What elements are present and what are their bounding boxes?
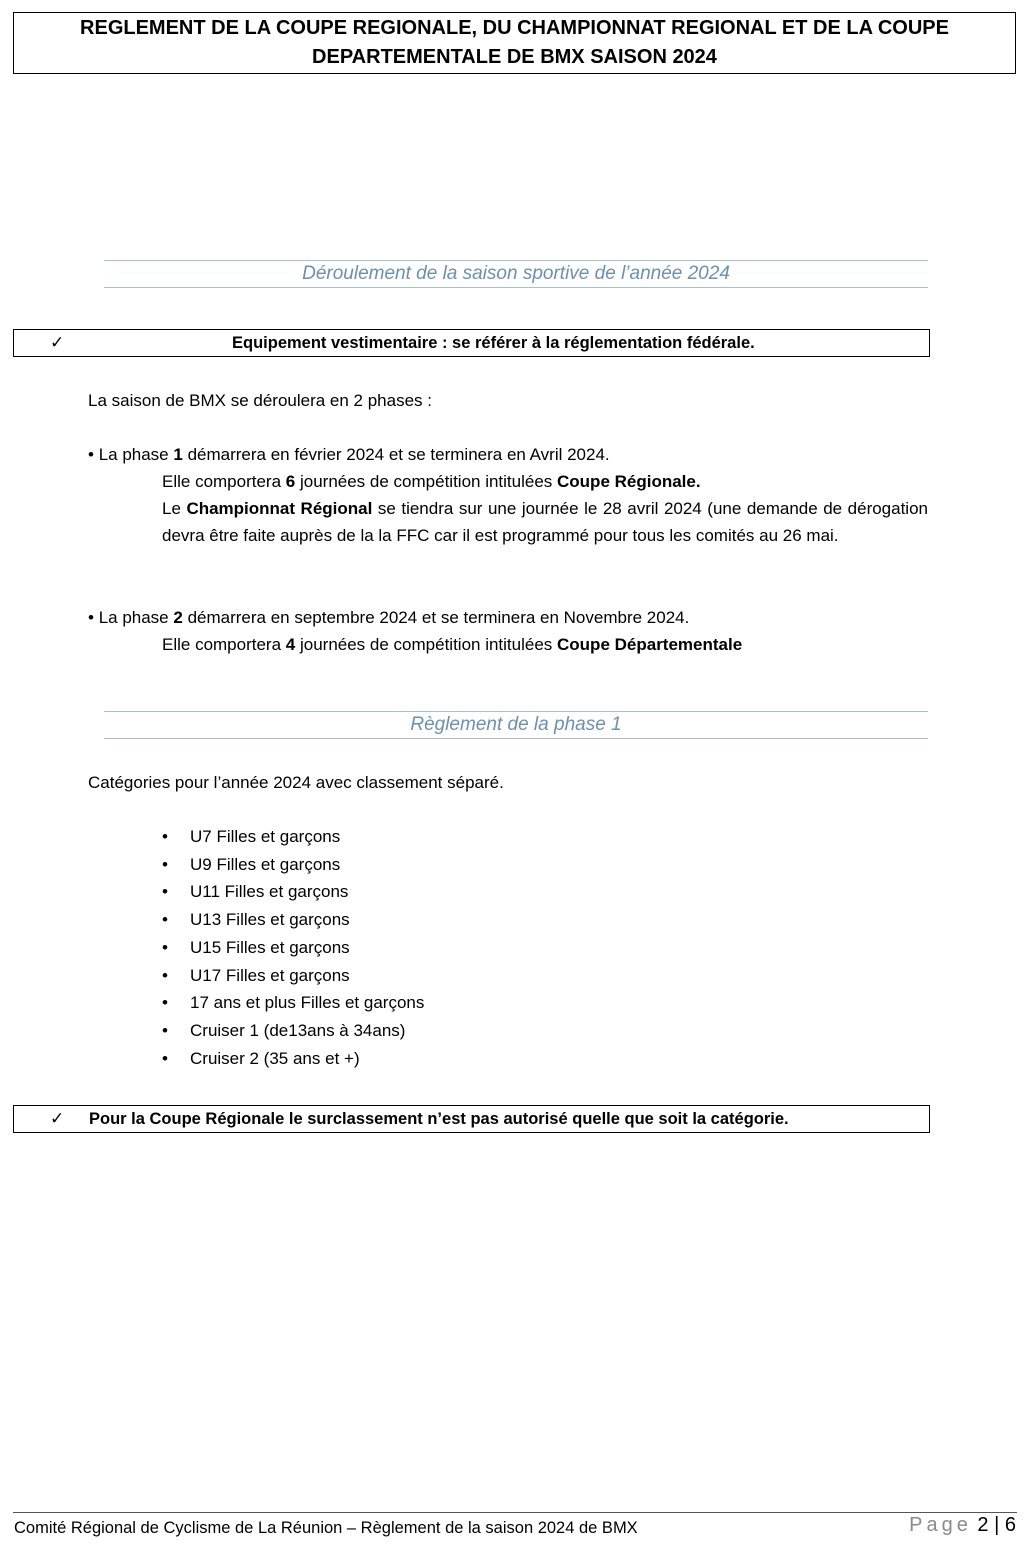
phase1-number: 1 <box>173 445 183 464</box>
section-title-phase1-rules: Règlement de la phase 1 <box>104 711 928 739</box>
categories-list <box>162 823 424 1072</box>
coupe-departementale-label: Coupe Départementale <box>557 635 743 654</box>
page-separator: | <box>994 1514 1000 1536</box>
list-item: • 17 ans et plus Filles et garçons <box>162 989 424 1017</box>
list-item: • U17 Filles et garçons <box>162 962 424 990</box>
bullet: • <box>88 608 94 627</box>
phase2-text: Elle comportera <box>162 635 286 654</box>
phase2-text: journées de compétition intitulées <box>295 635 558 654</box>
footer-text: Comité Régional de Cyclisme de La Réunion – Règlement de la saison 2024 de BMX <box>14 1519 638 1537</box>
phase1-line1 <box>88 441 610 468</box>
phase1-championship <box>162 495 928 549</box>
document-title-box <box>13 12 1016 74</box>
list-item: • U9 Filles et garçons <box>162 851 424 879</box>
page-label: Page <box>909 1514 972 1536</box>
surclassement-note-box <box>13 1105 930 1133</box>
list-item: • Cruiser 2 (35 ans et +) <box>162 1045 424 1073</box>
phase1-days-count: 6 <box>285 472 296 491</box>
season-intro: La saison de BMX se déroulera en 2 phases : <box>88 391 432 410</box>
phase2-line2 <box>162 631 742 658</box>
phase2-text: La phase <box>98 608 174 627</box>
phase1-dates: démarrera en février 2024 et se terminera en Avril 2024. <box>182 445 610 464</box>
coupe-regionale-label: Coupe Régionale. <box>557 472 701 491</box>
footer-divider <box>13 1512 1017 1513</box>
list-item: • U15 Filles et garçons <box>162 934 424 962</box>
list-item: • U13 Filles et garçons <box>162 906 424 934</box>
page-indicator <box>909 1514 1016 1537</box>
phase1-line2 <box>162 468 701 495</box>
equipment-note-box <box>13 329 930 357</box>
list-item: • U11 Filles et garçons <box>162 878 424 906</box>
checkmark-icon: ✓ <box>50 1109 65 1128</box>
phase1-text: journées de compétition intitulées <box>295 472 558 491</box>
page-number: 2 <box>977 1514 989 1536</box>
phase2-days-count: 4 <box>285 635 296 654</box>
bullet: • <box>88 445 94 464</box>
list-item: • U7 Filles et garçons <box>162 823 424 851</box>
phase2-line1 <box>88 604 689 631</box>
phase1-text: La phase <box>98 445 174 464</box>
categories-intro: Catégories pour l’année 2024 avec classement séparé. <box>88 773 504 792</box>
surclassement-note: Pour la Coupe Régionale le surclassement n’est pas autorisé quelle que soit la catégorie. <box>89 1110 789 1128</box>
phase2-number: 2 <box>173 608 183 627</box>
championship-details: se tiendra sur une journée le 28 avril 2024 (une demande de dérogation devra être faite auprès de la la FFC car il est programmé pour tous les comités au 26 mai. <box>162 499 928 545</box>
phase2-dates: démarrera en septembre 2024 et se terminera en Novembre 2024. <box>182 608 690 627</box>
equipment-note: Equipement vestimentaire : se référer à la réglementation fédérale. <box>232 334 755 352</box>
list-item: • Cruiser 1 (de13ans à 34ans) <box>162 1017 424 1045</box>
document-title-line2: DEPARTEMENTALE DE BMX SAISON 2024 <box>312 46 717 68</box>
checkmark-icon: ✓ <box>50 333 65 352</box>
document-title-line1: REGLEMENT DE LA COUPE REGIONALE, DU CHAMPIONNAT REGIONAL ET DE LA COUPE <box>80 17 949 39</box>
section-title-season: Déroulement de la saison sportive de l’année 2024 <box>104 260 928 288</box>
phase1-text: Le <box>162 499 187 518</box>
page-total: 6 <box>1004 1514 1016 1536</box>
championnat-regional-label: Championnat Régional <box>186 499 373 518</box>
phase1-text: Elle comportera <box>162 472 286 491</box>
